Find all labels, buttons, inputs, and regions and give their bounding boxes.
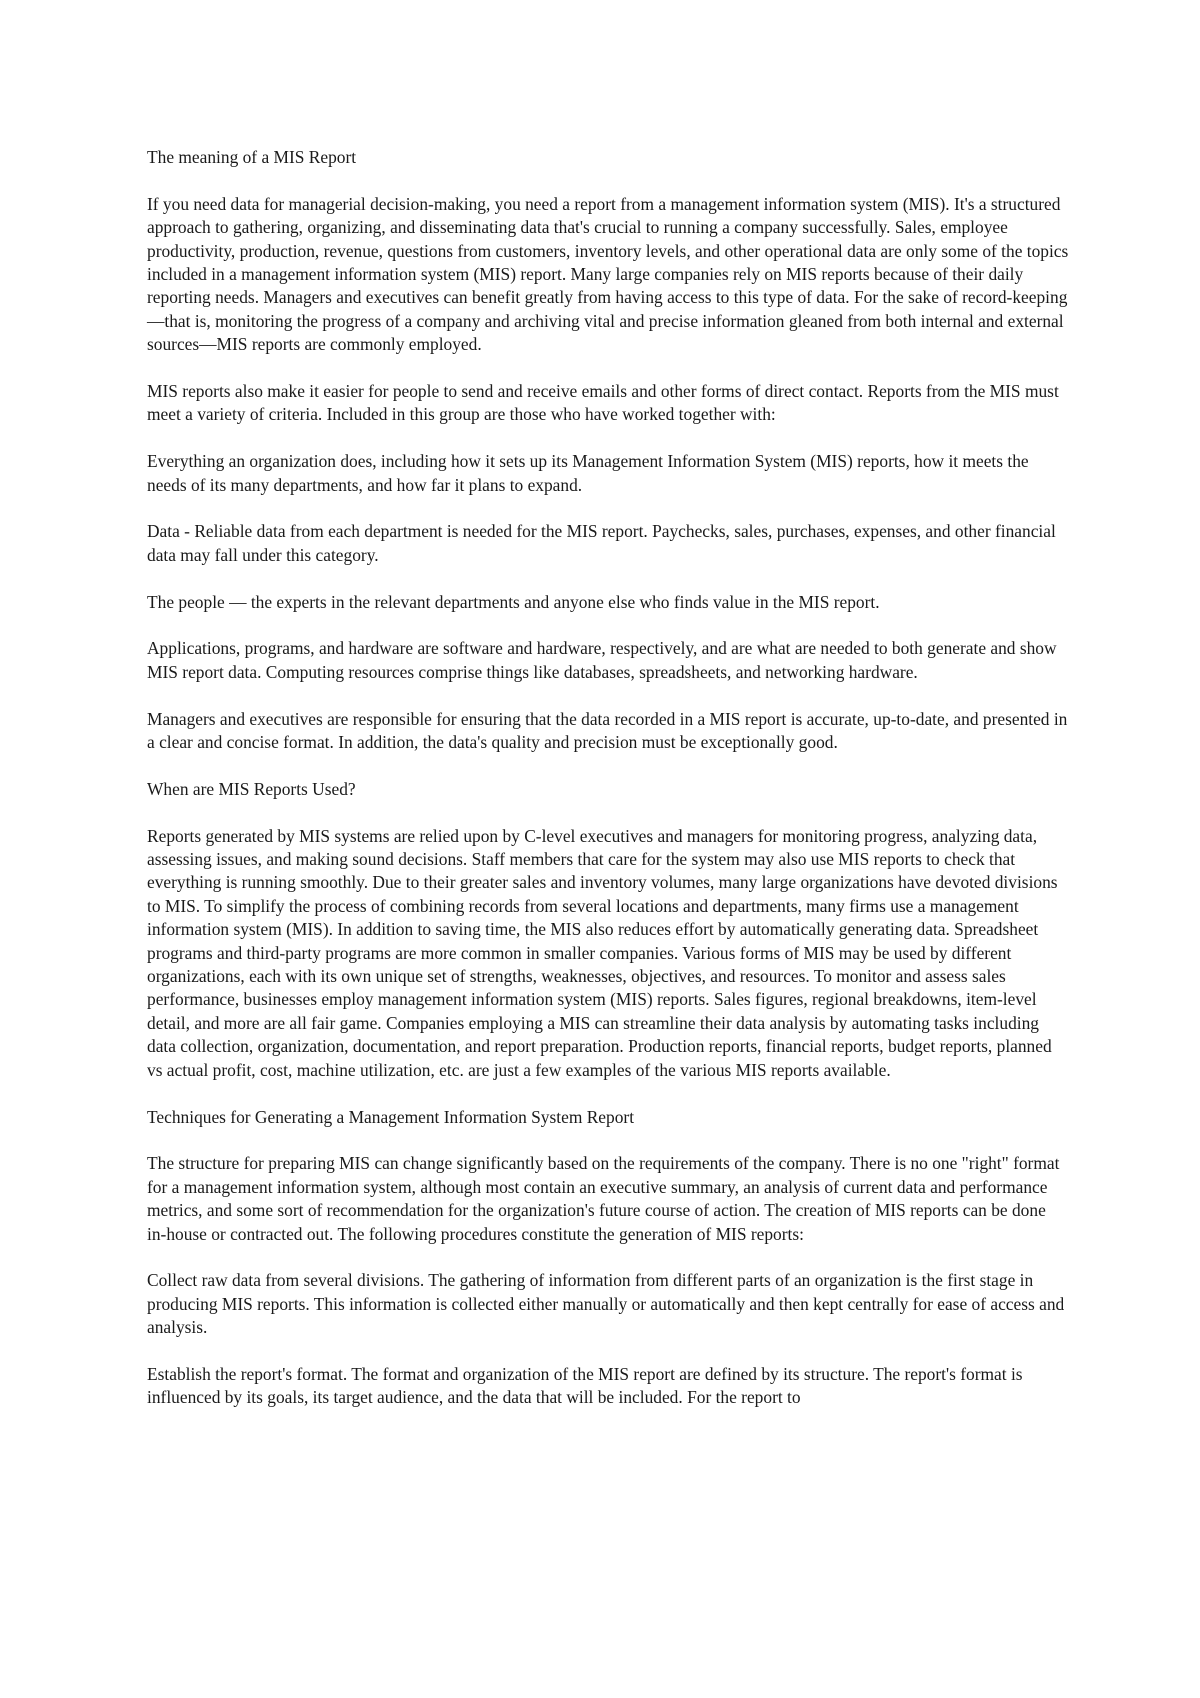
paragraph: Applications, programs, and hardware are software and hardware, respectively, and are what are needed to both generate and show MIS report data. Computing resources comprise things like databases, spreadsheets, and networking hardware.	[147, 638, 1057, 682]
document-body	[147, 146, 1069, 1433]
paragraph: The structure for preparing MIS can change significantly based on the requirements of the company. There is no one "right" format for a management information system, although most contain an executive summary, an analysis of current data and performance metrics, and some sort of recommendation for the organization's future course of action. The creation of MIS reports can be done in-house or contracted out. The following procedures constitute the generation of MIS reports:	[147, 1153, 1060, 1244]
paragraph: Data - Reliable data from each department is needed for the MIS report. Paychecks, sales, purchases, expenses, and other financial data may fall under this category.	[147, 521, 1056, 565]
paragraph: Establish the report's format. The format and organization of the MIS report are defined by its structure. The report's format is influenced by its goals, its target audience, and the data that will be included. For the report to	[147, 1363, 1023, 1408]
paragraph: Reports generated by MIS systems are relied upon by C-level executives and managers for monitoring progress, analyzing data, assessing issues, and making sound decisions. Staff members that care for the system may also use MIS reports to check that everything is running smoothly. Due to their greater sales and inventory volumes, many large organizations have devoted divisions to MIS. To simplify the process of combining records from several locations and departments, many firms use a management information system (MIS). In addition to saving time, the MIS also reduces effort by automatically generating data. Spreadsheet programs and third-party programs are more common in smaller companies. Various forms of MIS may be used by different organizations, each with its own unique set of strengths, weaknesses, objectives, and resources. To monitor and assess sales performance, businesses employ management information system (MIS) reports. Sales figures, regional breakdowns, item-level detail, and more are all fair game. Companies employing a MIS can streamline their data analysis by automating tasks including data collection, organization, documentation, and report preparation. Production reports, financial reports, budget reports, planned vs actual profit, cost, machine utilization, etc. are just a few examples of the various MIS reports available.	[147, 825, 1058, 1080]
section-heading: Techniques for Generating a Management Information System Report	[147, 1106, 635, 1127]
paragraph: Managers and executives are responsible for ensuring that the data recorded in a MIS report is accurate, up-to-date, and presented in a clear and concise format. In addition, the data's quality and precision must be exceptionally good.	[147, 708, 1068, 753]
paragraph: MIS reports also make it easier for people to send and receive emails and other forms of direct contact. Reports from the MIS must meet a variety of criteria. Included in this group are those who have worked together with:	[147, 381, 1059, 425]
paragraph: Everything an organization does, including how it sets up its Management Information System (MIS) reports, how it meets the needs of its many departments, and how far it plans to expand.	[147, 451, 1029, 495]
section-heading: The meaning of a MIS Report	[147, 147, 357, 167]
section-heading: When are MIS Reports Used?	[147, 778, 356, 799]
paragraph: If you need data for managerial decision-making, you need a report from a management information system (MIS). It's a structured approach to gathering, organizing, and disseminating data that's crucial to running a company successfully. Sales, employee productivity, production, revenue, questions from customers, inventory levels, and other operational data are only some of the topics included in a management information system (MIS) report. Many large companies rely on MIS reports because of their daily reporting needs. Managers and executives can benefit greatly from having access to this type of data. For the sake of record-keeping—that is, monitoring the progress of a company and archiving vital and precise information gleaned from both internal and external sources—MIS reports are commonly employed.	[147, 193, 1069, 355]
paragraph: The people — the experts in the relevant departments and anyone else who finds value in the MIS report.	[147, 591, 880, 612]
paragraph: Collect raw data from several divisions. The gathering of information from different parts of an organization is the first stage in producing MIS reports. This information is collected either manually or automatically and then kept centrally for ease of access and analysis.	[147, 1270, 1065, 1338]
